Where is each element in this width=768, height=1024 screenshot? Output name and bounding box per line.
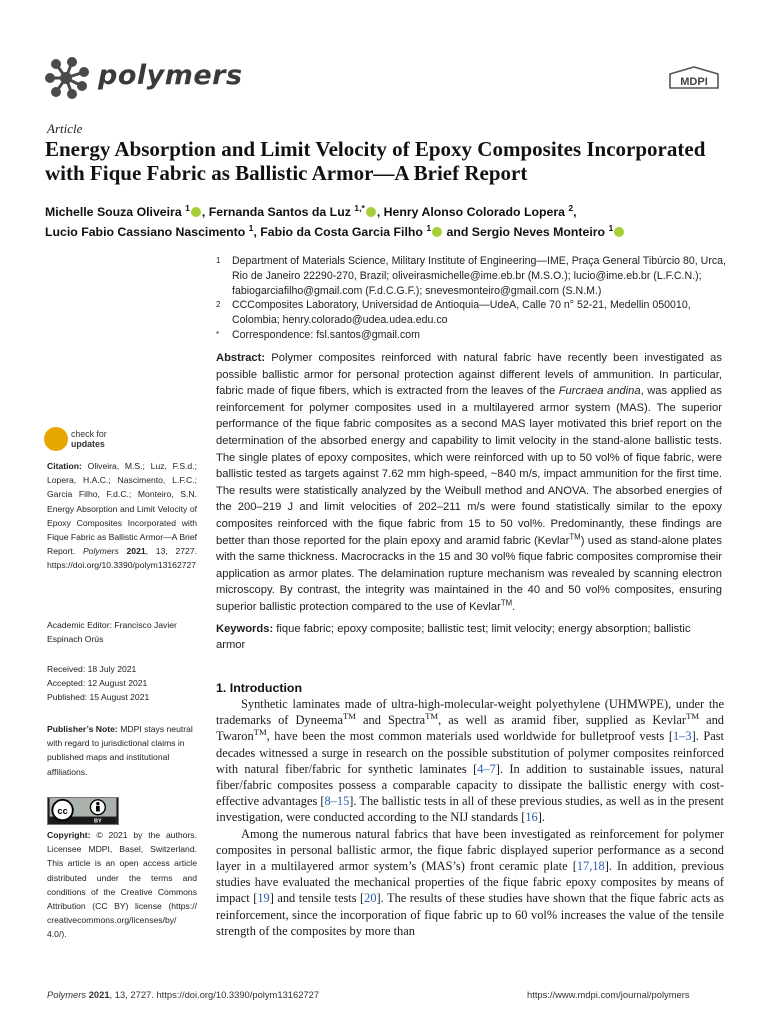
author-list (45, 202, 745, 242)
mdpi-logo-text: MDPI (680, 76, 708, 88)
introduction-body (216, 696, 724, 939)
author-line-2: Lucio Fabio Cassiano Nascimento $^1$, Fabio da Costa Garcia Filho $^1$ and Sergio Neves Monteiro $^1$ (45, 222, 745, 242)
affiliation-item: 2 CCComposites Laboratory, Universidad de Antioquia—UdeA, Calle 70 n° 52-21, Medellin 050010, Colombia; henry.colorado@udea.udea.edu.co (216, 299, 691, 327)
cc-by-label: BY (93, 818, 102, 825)
publication-dates: Received: 18 July 2021 Accepted: 12 August 2021 Published: 15 August 2021 (47, 664, 150, 703)
section-heading: 1. Introduction (216, 681, 303, 695)
article-type: Article (47, 121, 83, 136)
publisher-note: Publisher’s Note: MDPI stays neutral with regard to jurisdictional claims in published maps and institutional affiliations. (47, 724, 193, 777)
affiliations (216, 254, 726, 343)
abstract: Abstract: Polymer composites reinforced with natural fabric have recently been investigated as possible ballistic armor for personal protection against different levels of ammunition. In particular, fabric made of fique fibers, which is extracted from the leaves of the Furcraea andina, was applied as reinforcement for polymer composites used in a multilayered armor system (MAS). The superior performance of the fique fabric composites as a second MAS layer motivated this brief report on the determination of the absorbed energy and capability to limit velocity in the stand-alone ballistic tests. The single plates of epoxy composites, which were reinforced with up to 50 vol% of fique fabric, were ballistic tested as targets against 7.62 mm high-speed, ~840 m/s, impact ammunition for the first time. The results were statistically analyzed by the Weibull method and ANOVA. The absorbed energies of the 200–219 J and limit velocities of 202–211 m/s were found statistically similar to the epoxy composites reinforced with the fique fabric from 15 to 50 vol%. Predominantly, these findings are better than those reported for the plain epoxy and aramid fabric (Kevlar™) used as stand-alone plates with the same thickness. Macrocracks in the 15 and 30 vol% fique fabric composites compromise their application as armor plates. The delamination rupture mechanism was revealed by scanning electron microscopy. By contrast, the integrity was maintained in the 40 and 50 vol% composites, ensuring superior ballistic protection compared to the use of Kevlar™. (216, 352, 722, 613)
reference-link[interactable]: 16 (525, 810, 538, 825)
mdpi-logo-icon (664, 66, 724, 92)
paragraph: Among the numerous natural fabrics that have been investigated as reinforcement for polymer composites in personal ballistic armor, the fique fabric displayed superior performance as a second layer in a multilayered armor system’s (MAS’s) front ceramic plate [17,18]. In addition, previous studies have evaluated the mechanical properties of the fique fabric epoxy composites by means of impact [19] and tensile tests [20]. The results of these studies have shown that the fique fabric acts as reinforcement, since the incorporation of fique fabric up to 60 vol% increases the value of the tensile strength of the composites by more than (216, 826, 724, 938)
orcid-icon[interactable] (614, 227, 624, 237)
article-title: Energy Absorption and Limit Velocity of Epoxy Composites Incorporated with Fique Fabric as Ballistic Armor—A Brief Report (45, 137, 706, 185)
journal-name: polymers (98, 60, 243, 91)
cc-by-license-icon[interactable] (47, 797, 119, 825)
footer-journal-url[interactable]: https://www.mdpi.com/journal/polymers (527, 989, 690, 1000)
paragraph: Synthetic laminates made of ultra-high-molecular-weight polyethylene (UHMWPE), under the trademarks of Dyneema™ and Spectra™, as well as aramid fiber, supplied as Kevlar™ and Twaron™, have been the most common materials used worldwide for bulletproof vests [1–3]. Past decades witnessed a surge in research on the possible substitution of polymer composites reinforced with natural fiber/fabric for synthetic laminates [4–7]. In addition to sustainable issues, natural fiber/fabric composites possess a comparable capacity to dissipate the ballistic energy with cost-effective advantages [8–15]. The ballistic tests in all of these previous studies, as well as in the present investigation, were conducted according to the NIJ standards [16]. (216, 697, 724, 825)
reference-link[interactable]: 19 (257, 891, 270, 906)
footer-citation: Polymers 2021, 13, 2727. https://doi.org/10.3390/polym13162727 (47, 989, 320, 1000)
reference-link[interactable]: 8–15 (324, 794, 350, 809)
citation-block: Citation: Oliveira, M.S.; Luz, F.S.d.; Lopera, H.A.C.; Nascimento, L.F.C.; Garcia Filho, F.d.C.; Monteiro, S.N. Energy Absorption and Limit Velocity of Epoxy Composites Incorporated with Fique Fabric as Ballistic Armor—A Brief Report. Polymers 2021, 13, 2727. https://doi.org/10.3390/polym13162727 (47, 461, 197, 571)
check-updates-icon (44, 427, 68, 451)
author-line-1: Michelle Souza Oliveira $^1$ , Fernanda Santos da Luz $^{1,*}$ , Henry Alonso Colorado Lopera $^2$, (45, 202, 577, 219)
keywords: Keywords: fique fabric; epoxy composite; ballistic test; limit velocity; energy absorption; ballistic armor (216, 623, 691, 651)
reference-link[interactable]: 20 (364, 891, 377, 906)
check-for-updates-button[interactable]: check for updates (44, 425, 124, 453)
orcid-icon[interactable] (366, 207, 376, 217)
journal-logo-icon (44, 56, 92, 100)
reference-link[interactable]: 17,18 (576, 859, 605, 874)
affiliation-item: 1 Department of Materials Science, Military Institute of Engineering—IME, Praça General Tibúrcio 80, Urca, Rio de Janeiro 22290-270, Brazil; oliveirasmichelle@ime.eb.br (M.S.O.); lucio@ime.eb.br (L.F.C.N.); fabiogarciafilho@gmail.com (F.d.C.G.F.); snevesmonteiro@gmail.com (S.N.M.) (216, 255, 726, 297)
reference-link[interactable]: 1–3 (672, 729, 692, 744)
orcid-icon[interactable] (191, 207, 201, 217)
affiliation-item: * Correspondence: fsl.santos@gmail.com (216, 328, 420, 341)
orcid-icon[interactable] (432, 227, 442, 237)
svg-text:cc: cc (57, 805, 68, 816)
reference-link[interactable]: 4–7 (477, 761, 496, 776)
academic-editor: Academic Editor: Francisco Javier Espinach Orús (47, 620, 177, 645)
copyright-notice: Copyright: © 2021 by the authors. Licensee MDPI, Basel, Switzerland. This article is an open access article distributed under the terms and conditions of the Creative Commons Attribution (CC BY) license (https:// creativecommons.org/licenses/by/ 4.0/). (47, 830, 197, 940)
